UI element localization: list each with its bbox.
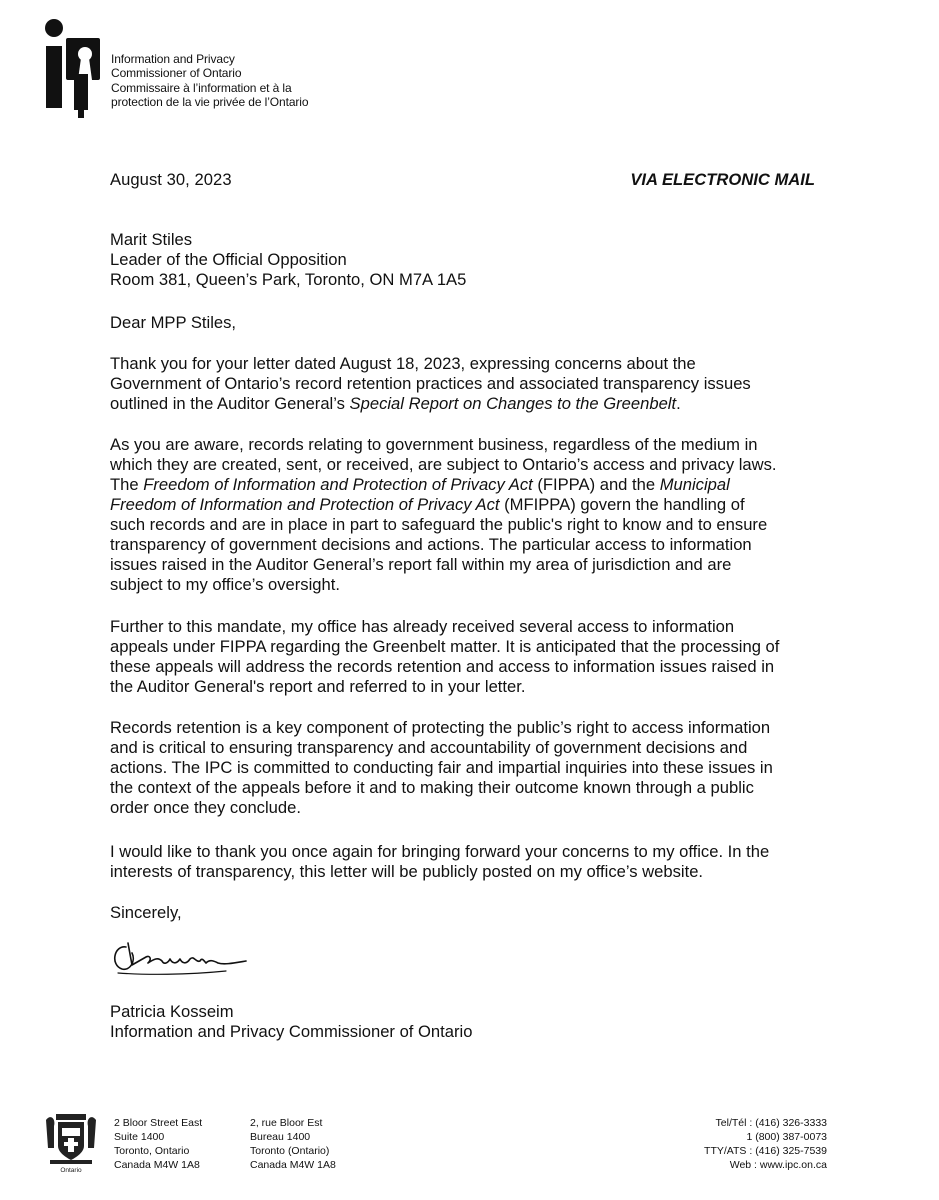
paragraph-line [110,394,751,414]
paragraph-line [110,495,777,515]
letter-date: August 30, 2023 [110,170,232,189]
paragraph-line: As you are aware, records relating to government business, regardless of the medium in [110,435,758,454]
paragraph-5 [110,842,769,882]
footer-line: Toronto (Ontario) [250,1145,330,1157]
footer-line: Toronto, Ontario [114,1145,190,1157]
recipient-address [110,230,466,290]
signer-block [110,1002,472,1042]
recipient-street: Room 381, Queen’s Park, Toronto, ON M7A 1A5 [110,270,467,289]
paragraph-line: actions. The IPC is committed to conducting fair and impartial inquiries into these issues in [110,758,773,777]
closing: Sincerely, [110,903,182,922]
paragraph-line: interests of transparency, this letter will be publicly posted on my office’s website. [110,862,704,881]
paragraph-line: Thank you for your letter dated August 18, 2023, expressing concerns about the [110,354,696,373]
act-title: Freedom of Information and Protection of Privacy Act [143,475,533,494]
footer-line: Suite 1400 [114,1131,165,1143]
footer-tty: TTY/ATS : (416) 325-7539 [704,1145,827,1157]
footer-line: Bureau 1400 [250,1131,311,1143]
paragraph-line: and is critical to ensuring transparency and accountability of government decisions and [110,738,748,757]
signer-name: Patricia Kosseim [110,1002,234,1021]
crest-label: Ontario [60,1167,82,1174]
text-span: (FIPPA) and the [532,475,660,494]
paragraph-line: appeals under FIPPA regarding the Greenbelt matter. It is anticipated that the processing of [110,637,780,656]
paragraph-2 [110,435,777,595]
paragraph-line: such records and are in place in part to safeguard the public's right to know and to ensure [110,515,768,534]
paragraph-line: order once they conclude. [110,798,301,817]
paragraph-line: Further to this mandate, my office has already received several access to information [110,617,735,636]
organization-name [111,52,308,109]
paragraph-line: issues raised in the Auditor General’s report fall within my area of jurisdiction and are [110,555,732,574]
salutation: Dear MPP Stiles, [110,313,237,332]
paragraph-line: subject to my office’s oversight. [110,575,340,594]
paragraph-line: these appeals will address the records retention and access to information issues raised in [110,657,775,676]
recipient-name: Marit Stiles [110,230,193,249]
footer-line: 2, rue Bloor Est [250,1117,323,1129]
signer-title: Information and Privacy Commissioner of Ontario [110,1022,473,1041]
delivery-method: VIA ELECTRONIC MAIL [630,170,815,189]
report-title: Special Report on Changes to the Greenbelt [349,394,677,413]
act-title: Freedom of Information and Protection of Privacy Act [110,495,500,514]
text-span: (MFIPPA) govern the handling of [499,495,745,514]
text-span: outlined in the Auditor General’s [110,394,350,413]
recipient-title: Leader of the Official Opposition [110,250,347,269]
paragraph-line: Records retention is a key component of protecting the public’s right to access information [110,718,771,737]
signature-icon [106,935,256,983]
footer-line: Canada M4W 1A8 [250,1159,336,1171]
footer-website: Web : www.ipc.on.ca [729,1159,827,1171]
paragraph-line: transparency of government decisions and actions. The particular access to information [110,535,752,554]
text-span: . [676,394,681,413]
text-span: The [110,475,144,494]
ontario-crest-icon [40,1112,102,1174]
org-name-en-line2: Commissioner of Ontario [111,66,242,80]
org-name-en-line1: Information and Privacy [111,52,235,66]
footer-address-en [114,1116,202,1172]
paragraph-line: the context of the appeals before it and to making their outcome known through a public [110,778,754,797]
footer-phone: Tel/Tél : (416) 326-3333 [715,1117,827,1129]
footer-line: Canada M4W 1A8 [114,1159,200,1171]
paragraph-1 [110,354,751,414]
org-name-fr-line1: Commissaire à l’information et à la [111,81,292,95]
paragraph-3 [110,617,779,697]
act-title: Municipal [659,475,730,494]
paragraph-line [110,475,777,495]
footer-tollfree: 1 (800) 387-0073 [746,1131,827,1143]
paragraph-line: Government of Ontario’s record retention practices and associated transparency issues [110,374,751,393]
paragraph-line: I would like to thank you once again for bringing forward your concerns to my office. In the [110,842,770,861]
paragraph-line: which they are created, sent, or received, are subject to Ontario’s access and privacy laws. [110,455,777,474]
footer-address-fr [250,1116,336,1172]
org-name-fr-line2: protection de la vie privée de l’Ontario [111,95,309,109]
ipc-logo-icon [44,14,104,120]
paragraph-4 [110,718,773,818]
footer-contact [704,1116,827,1172]
footer-line: 2 Bloor Street East [114,1117,203,1129]
paragraph-line: the Auditor General's report and referred to in your letter. [110,677,526,696]
